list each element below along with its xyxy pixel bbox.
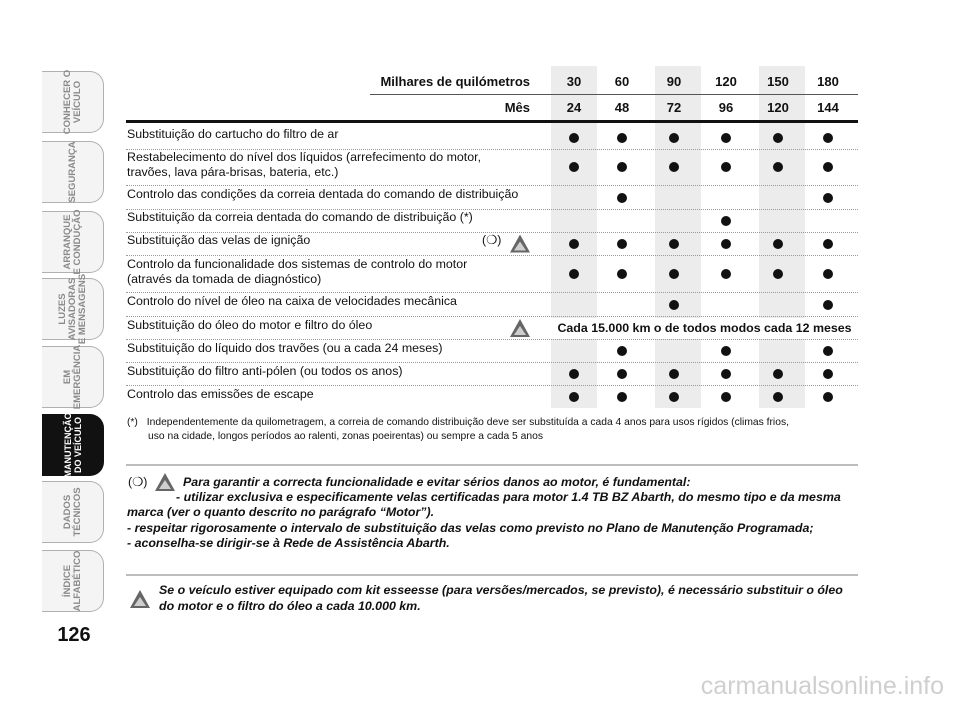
maintenance-dot — [569, 369, 579, 379]
header-miles-value: 150 — [767, 74, 789, 89]
header-month-value: 120 — [767, 100, 789, 115]
maintenance-dot — [773, 239, 783, 249]
header-month-value: 24 — [566, 100, 582, 115]
header-miles-value: 60 — [614, 74, 630, 89]
row-label: Controlo do nível de óleo na caixa de velocidades mecânica — [127, 294, 457, 308]
row-divider — [126, 385, 858, 386]
page-number: 126 — [57, 624, 91, 646]
row-label: (através da tomada de diagnóstico) — [127, 272, 322, 286]
maintenance-dot — [823, 193, 833, 203]
header-miles-value: 30 — [566, 74, 582, 89]
maintenance-dot — [823, 346, 833, 356]
maintenance-dot — [773, 133, 783, 143]
maintenance-dot — [721, 269, 731, 279]
maintenance-dot — [823, 162, 833, 172]
header-miles-value: 120 — [715, 74, 737, 89]
maintenance-dot — [569, 269, 579, 279]
maintenance-dot — [721, 162, 731, 172]
maintenance-dot — [721, 346, 731, 356]
maintenance-dot — [617, 392, 627, 402]
row-label: Controlo das condições da correia dentada do comando de distribuição — [127, 187, 519, 201]
column-shade — [551, 66, 597, 408]
section-divider — [126, 464, 858, 466]
row-divider — [126, 292, 858, 293]
watermark: carmanualsonline.info — [700, 672, 944, 700]
maintenance-dot — [669, 133, 679, 143]
maintenance-dot — [823, 239, 833, 249]
footnote-marker: (*) — [127, 417, 138, 428]
row-label: Substituição da correia dentada do comando de distribuição (*) — [127, 210, 473, 224]
maintenance-dot — [669, 300, 679, 310]
maintenance-dot — [617, 193, 627, 203]
header-miles-value: 180 — [817, 74, 839, 89]
row-divider — [126, 339, 858, 340]
row-divider — [126, 185, 858, 186]
note-marker: (❍) — [128, 475, 148, 489]
maintenance-dot — [569, 162, 579, 172]
tab-conhecer-o-veiculo[interactable] — [42, 71, 104, 133]
maintenance-dot — [669, 269, 679, 279]
maintenance-dot — [669, 162, 679, 172]
note-line: Se o veículo estiver equipado com kit esseesse (para versões/mercados, se previsto), é necessário substituir o óleo — [159, 583, 843, 597]
tab-manutencao-do-veiculo[interactable] — [42, 414, 104, 476]
oil-interval-span: Cada 15.000 km o de todos modos cada 12 meses — [551, 318, 858, 339]
maintenance-dot — [823, 369, 833, 379]
maintenance-dot — [617, 162, 627, 172]
row-label: Restabelecimento do nível dos líquidos (arrefecimento do motor, — [127, 150, 482, 164]
tab-arranque-e-conducao[interactable] — [42, 211, 104, 273]
footnote-line: Independentemente da quilometragem, a correia de comando distribuição deve ser substituída a cada 4 anos para usos rígidos (climas frios, — [146, 417, 789, 428]
note-line: marca (ver o quanto descrito no parágrafo “Motor”). — [127, 505, 435, 519]
maintenance-dot — [569, 392, 579, 402]
tab-seguranca[interactable] — [42, 141, 104, 203]
maintenance-dot — [669, 392, 679, 402]
tab-label: ÍNDICE ALFABÉTICO — [61, 550, 83, 612]
column-shade — [655, 66, 701, 408]
section-divider — [126, 574, 858, 576]
tab-luzes-avisadoras[interactable] — [42, 273, 104, 345]
header-month-label: Mês — [504, 100, 530, 115]
row-label: Controlo da funcionalidade dos sistemas de controlo do motor — [127, 257, 468, 271]
warning-icon — [130, 590, 150, 608]
spark-plug-note-marker: (❍) — [482, 233, 502, 247]
tab-em-emergencia[interactable] — [42, 346, 104, 408]
warning-icon — [510, 319, 530, 337]
warning-icon — [510, 235, 530, 253]
maintenance-dot — [617, 133, 627, 143]
maintenance-dot — [617, 369, 627, 379]
tab-label: SEGURANÇA — [66, 141, 78, 203]
header-miles-value: 90 — [666, 74, 682, 89]
maintenance-dot — [773, 392, 783, 402]
tab-dados-tecnicos[interactable] — [42, 481, 104, 543]
header-divider — [370, 94, 858, 95]
row-divider — [126, 362, 858, 363]
header-month-value: 96 — [718, 100, 734, 115]
row-label: Substituição das velas de ignição — [127, 233, 311, 247]
row-label: Controlo das emissões de escape — [127, 387, 314, 401]
row-divider — [126, 255, 858, 256]
header-month-value: 72 — [666, 100, 682, 115]
maintenance-dot — [569, 239, 579, 249]
note-line: - utilizar exclusiva e especificamente velas certificadas para motor 1.4 TB BZ Abarth, do mesmo tipo e da mesma — [176, 490, 841, 504]
row-label: Substituição do líquido dos travões (ou a cada 24 meses) — [127, 341, 443, 355]
maintenance-dot — [823, 300, 833, 310]
maintenance-dot — [721, 133, 731, 143]
tab-label: MANUTENÇÃO DO VEÍCULO — [62, 412, 83, 478]
footnote-line: uso na cidade, longos períodos ao ralenti, zonas poeirentas) ou sempre a cada 5 anos — [148, 431, 543, 442]
header-rule — [126, 120, 858, 123]
header-month-value: 48 — [614, 100, 630, 115]
maintenance-dot — [721, 369, 731, 379]
maintenance-dot — [617, 239, 627, 249]
header-miles-label: Milhares de quilómetros — [380, 74, 530, 89]
maintenance-dot — [773, 162, 783, 172]
maintenance-dot — [721, 239, 731, 249]
maintenance-dot — [773, 269, 783, 279]
tab-label: LUZES AVISADORAS E MENSAGENS — [56, 273, 88, 345]
tab-label: ARRANQUE E CONDUÇÃO — [61, 209, 83, 275]
row-label: travões, lava pára-brisas, bateria, etc.) — [127, 165, 339, 179]
maintenance-dot — [721, 392, 731, 402]
note-line: Para garantir a correcta funcionalidade e evitar sérios danos ao motor, é fundamental: — [183, 475, 691, 489]
warning-icon — [155, 473, 175, 491]
maintenance-dot — [617, 346, 627, 356]
column-shade — [759, 66, 805, 408]
note-line: - aconselha-se dirigir-se à Rede de Assistência Abarth. — [127, 536, 450, 550]
maintenance-dot — [823, 392, 833, 402]
tab-label: CONHECER O VEÍCULO — [61, 69, 83, 135]
footnote — [127, 416, 858, 444]
header-month-value: 144 — [817, 100, 839, 115]
maintenance-dot — [823, 133, 833, 143]
tab-label: DADOS TÉCNICOS — [61, 487, 83, 537]
row-label: Substituição do óleo do motor e filtro do óleo — [127, 318, 373, 332]
row-divider — [126, 316, 858, 317]
maintenance-dot — [617, 269, 627, 279]
maintenance-dot — [669, 239, 679, 249]
note-line: do motor e o filtro do óleo a cada 10.000 km. — [159, 599, 421, 613]
maintenance-dot — [569, 133, 579, 143]
maintenance-dot — [669, 369, 679, 379]
tab-label: EM EMERGÊNCIA — [61, 344, 83, 410]
maintenance-dot — [773, 369, 783, 379]
tab-indice-alfabetico[interactable] — [42, 550, 104, 612]
maintenance-dot — [721, 216, 731, 226]
row-label: Substituição do filtro anti-pólen (ou todos os anos) — [127, 364, 403, 378]
note-line: - respeitar rigorosamente o intervalo de substituição das velas como previsto no Plano de Manutenção Programada; — [127, 521, 814, 535]
row-label: Substituição do cartucho do filtro de ar — [127, 127, 339, 141]
maintenance-dot — [823, 269, 833, 279]
